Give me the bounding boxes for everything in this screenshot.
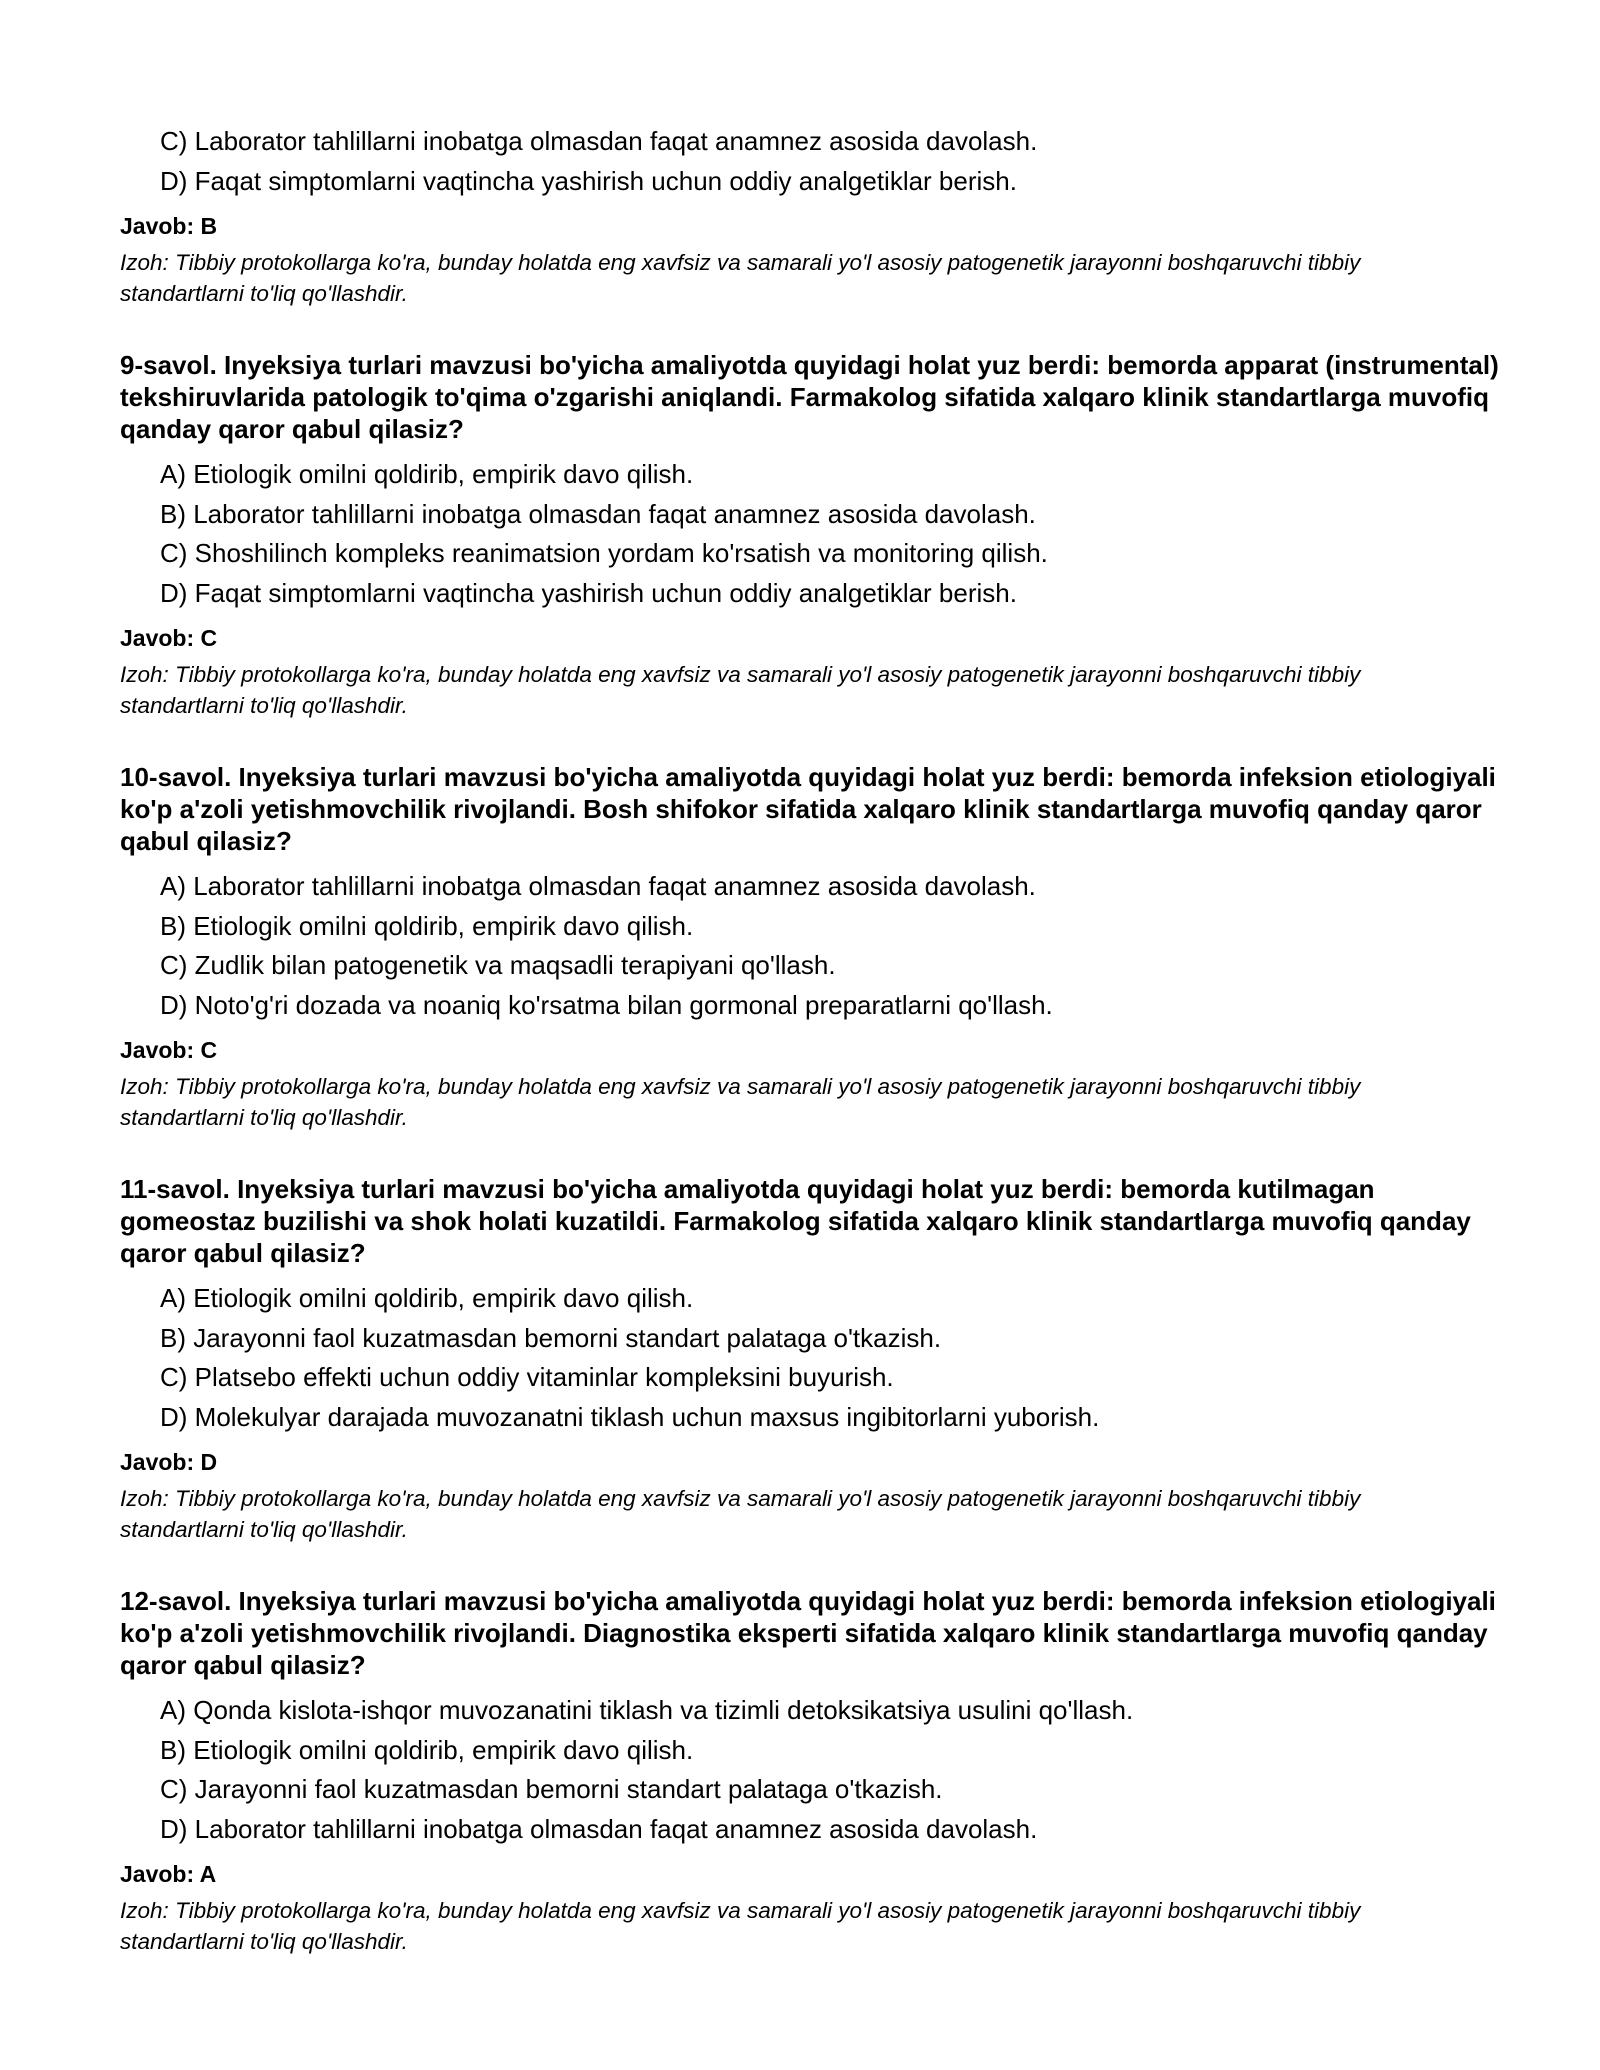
options-list <box>160 1691 1500 1849</box>
option-c: C) Jarayonni faol kuzatmasdan bemorni standart palataga o'tkazish. <box>160 1774 943 1804</box>
answer-label: Javob: C <box>120 625 218 651</box>
options-list <box>160 867 1500 1025</box>
question-text: 12-savol. Inyeksiya turlari mavzusi bo'yicha amaliyotda quyidagi holat yuz berdi: bemorda infeksion etiologiyali ko'p a'zoli yetishmovchilik rivojlandi. Diagnostika eksperti sifatida xalqaro klinik standartlarga muvofiq qanday qaror qabul qilasiz? <box>120 1586 1496 1680</box>
question-10 <box>120 761 1500 1133</box>
explanation-note: Izoh: Tibbiy protokollarga ko'ra, bunday holatda eng xavfsiz va samarali yo'l asosiy patogenetik jarayonni boshqaruvchi tibbiy standartlarni to'liq qo'llashdir. <box>120 1074 1361 1130</box>
answer-label: Javob: A <box>120 1861 217 1887</box>
options-list <box>160 122 1500 201</box>
explanation-note: Izoh: Tibbiy protokollarga ko'ra, bunday holatda eng xavfsiz va samarali yo'l asosiy patogenetik jarayonni boshqaruvchi tibbiy standartlarni to'liq qo'llashdir. <box>120 1486 1361 1542</box>
option-c: C) Zudlik bilan patogenetik va maqsadli terapiyani qo'llash. <box>160 950 836 980</box>
option-c: C) Laborator tahlillarni inobatga olmasdan faqat anamnez asosida davolash. <box>160 126 1038 156</box>
option-a: A) Etiologik omilni qoldirib, empirik davo qilish. <box>160 1283 694 1313</box>
option-a: A) Laborator tahlillarni inobatga olmasdan faqat anamnez asosida davolash. <box>160 871 1036 901</box>
option-d: D) Faqat simptomlarni vaqtincha yashirish uchun oddiy analgetiklar berish. <box>160 165 1017 196</box>
question-text: 11-savol. Inyeksiya turlari mavzusi bo'yicha amaliyotda quyidagi holat yuz berdi: bemorda kutilmagan gomeostaz buzilishi va shok holati kuzatildi. Farmakolog sifatida xalqaro klinik standartlarga muvofiq qanday qaror qabul qilasiz? <box>120 1174 1471 1268</box>
question-text: 10-savol. Inyeksiya turlari mavzusi bo'yicha amaliyotda quyidagi holat yuz berdi: bemorda infeksion etiologiyali ko'p a'zoli yetishmovchilik rivojlandi. Bosh shifokor sifatida xalqaro klinik standartlarga muvofiq qanday qaror qabul qilasiz? <box>120 762 1496 856</box>
explanation-note: Izoh: Tibbiy protokollarga ko'ra, bunday holatda eng xavfsiz va samarali yo'l asosiy patogenetik jarayonni boshqaruvchi tibbiy standartlarni to'liq qo'llashdir. <box>120 1898 1361 1954</box>
answer-label: Javob: B <box>120 213 218 239</box>
option-d: D) Noto'g'ri dozada va noaniq ko'rsatma bilan gormonal preparatlarni qo'llash. <box>160 989 1053 1020</box>
option-a: A) Etiologik omilni qoldirib, empirik davo qilish. <box>160 459 694 489</box>
option-b: B) Etiologik omilni qoldirib, empirik davo qilish. <box>160 1734 694 1765</box>
option-b: B) Etiologik omilni qoldirib, empirik davo qilish. <box>160 910 694 941</box>
option-a: A) Qonda kislota-ishqor muvozanatini tiklash va tizimli detoksikatsiya usulini qo'llash. <box>160 1695 1134 1725</box>
question-text: 9-savol. Inyeksiya turlari mavzusi bo'yicha amaliyotda quyidagi holat yuz berdi: bemorda apparat (instrumental) tekshiruvlarida patologik to'qima o'zgarishi aniqlandi. Farmakolog sifatida xalqaro klinik standartlarga muvofiq qanday qaror qabul qilasiz? <box>120 350 1499 444</box>
option-b: B) Laborator tahlillarni inobatga olmasdan faqat anamnez asosida davolash. <box>160 498 1036 529</box>
option-d: D) Molekulyar darajada muvozanatni tiklash uchun maxsus ingibitorlarni yuborish. <box>160 1401 1100 1432</box>
option-c: C) Platsebo effekti uchun oddiy vitaminlar kompleksini buyurish. <box>160 1362 894 1392</box>
option-b: B) Jarayonni faol kuzatmasdan bemorni standart palataga o'tkazish. <box>160 1322 942 1353</box>
answer-label: Javob: C <box>120 1037 218 1063</box>
explanation-note: Izoh: Tibbiy protokollarga ko'ra, bunday holatda eng xavfsiz va samarali yo'l asosiy patogenetik jarayonni boshqaruvchi tibbiy standartlarni to'liq qo'llashdir. <box>120 250 1361 306</box>
options-list <box>160 455 1500 613</box>
question-9 <box>120 349 1500 721</box>
question-11 <box>120 1173 1500 1545</box>
explanation-note: Izoh: Tibbiy protokollarga ko'ra, bunday holatda eng xavfsiz va samarali yo'l asosiy patogenetik jarayonni boshqaruvchi tibbiy standartlarni to'liq qo'llashdir. <box>120 662 1361 718</box>
question-12 <box>120 1585 1500 1957</box>
option-d: D) Faqat simptomlarni vaqtincha yashirish uchun oddiy analgetiklar berish. <box>160 577 1017 608</box>
option-c: C) Shoshilinch kompleks reanimatsion yordam ko'rsatish va monitoring qilish. <box>160 538 1048 568</box>
options-list <box>160 1279 1500 1437</box>
question-8-continuation <box>120 122 1500 309</box>
option-d: D) Laborator tahlillarni inobatga olmasdan faqat anamnez asosida davolash. <box>160 1813 1038 1844</box>
answer-label: Javob: D <box>120 1449 218 1475</box>
